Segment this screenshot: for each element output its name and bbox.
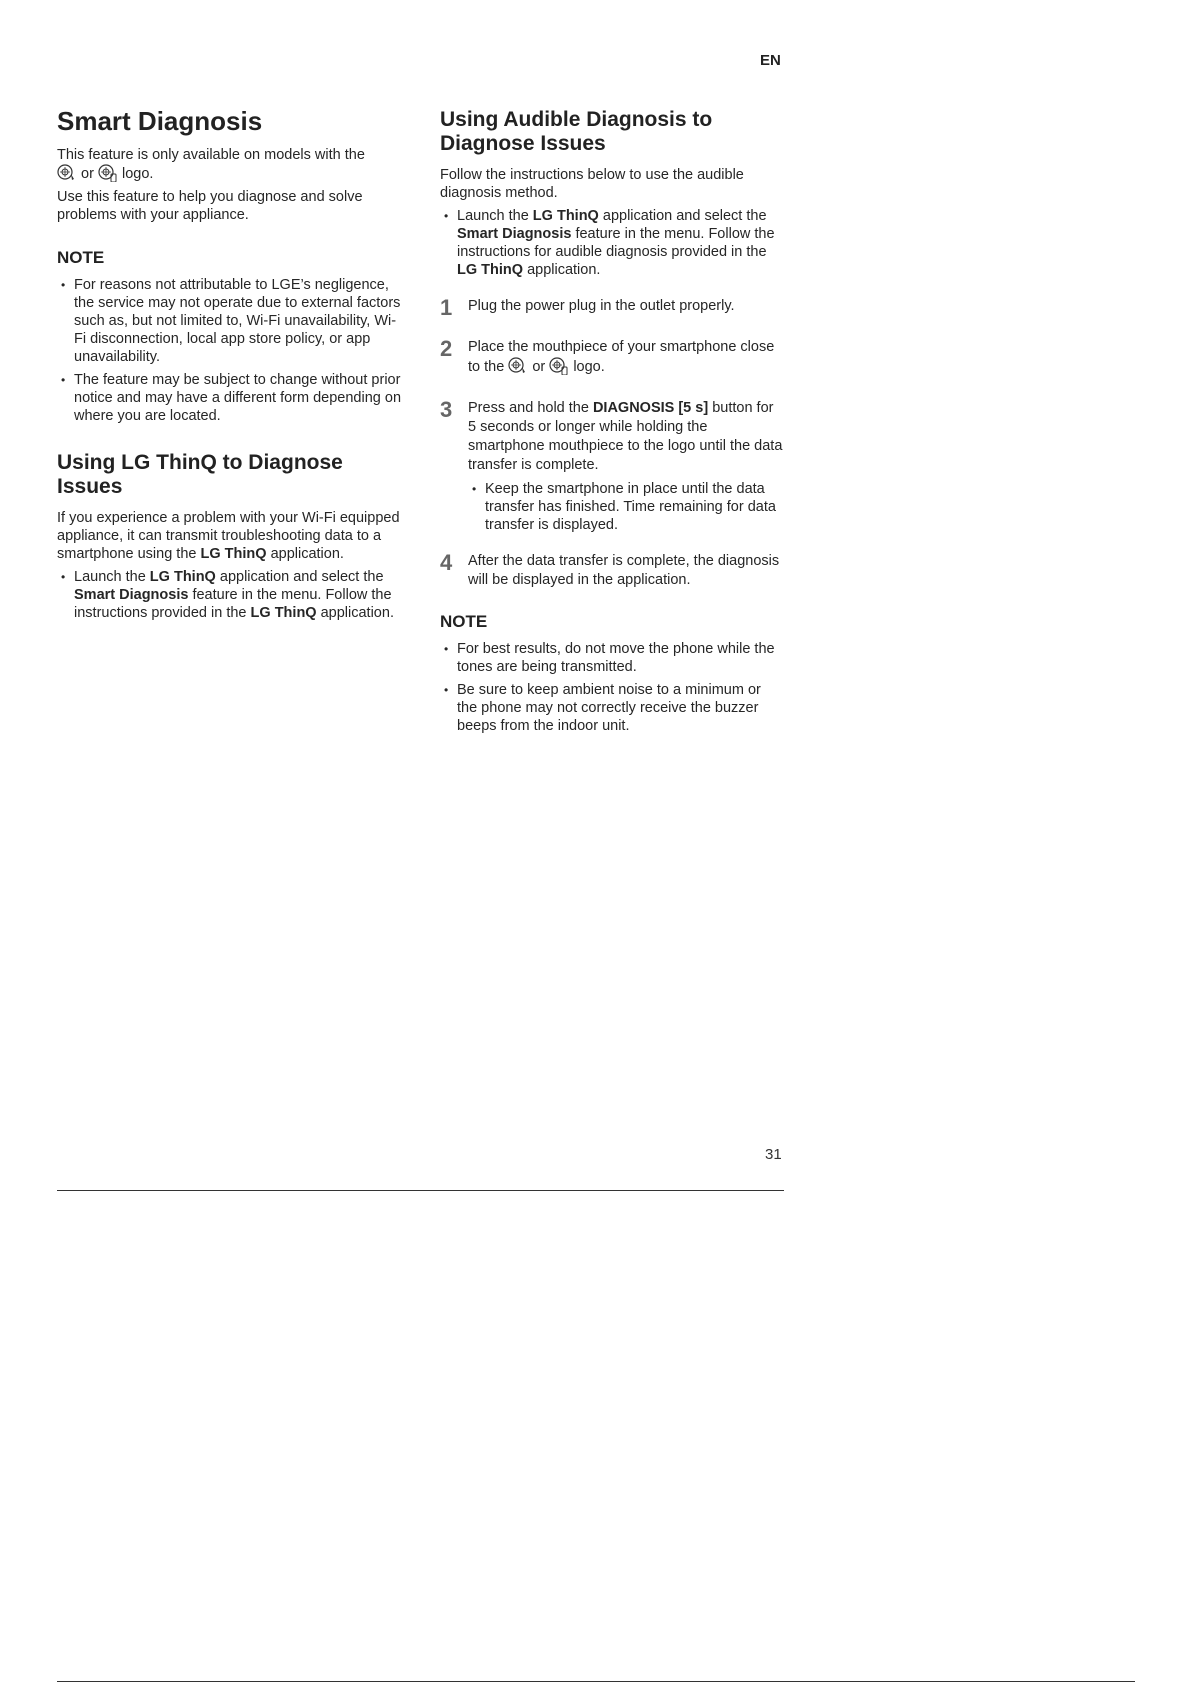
note-title: NOTE — [440, 612, 488, 631]
audible-section-title: Using Audible Diagnosis to Diagnose Issues — [440, 108, 713, 155]
availability-or: or — [81, 166, 94, 182]
thinq-intro-pre: If you experience a problem with your Wi-Fi equipped appliance, it can transmit troubleshooting data to a smartphone using the — [57, 510, 400, 562]
step-text-or: or — [532, 359, 546, 375]
smart-diagnosis-phone-logo-icon — [549, 357, 569, 375]
bullet-bold: LG ThinQ — [532, 208, 599, 224]
thinq-bullet-list — [57, 568, 402, 622]
bullet-bold: LG ThinQ — [250, 605, 317, 621]
bullet-text: application. — [527, 262, 601, 278]
left-column — [57, 106, 402, 627]
smart-diagnosis-phone-logo-icon — [98, 164, 118, 182]
step-number: 4 — [440, 550, 453, 575]
note-item: • Be sure to keep ambient noise to a minimum or the phone may not correctly receive the buzzer beeps from the indoor unit. — [440, 681, 785, 735]
audible-note-list — [440, 640, 785, 735]
bullet-bold: LG ThinQ — [149, 569, 216, 585]
language-label: EN — [760, 52, 781, 69]
bullet-text: Launch the — [74, 569, 146, 585]
bullet-text: Launch the — [457, 208, 529, 224]
audible-intro: Follow the instructions below to use the audible diagnosis method. — [440, 167, 744, 201]
page-divider — [57, 1190, 784, 1191]
smart-diagnosis-intro: Use this feature to help you diagnose and solve problems with your appliance. — [57, 189, 363, 223]
thinq-section-title: Using LG ThinQ to Diagnose Issues — [57, 451, 343, 498]
thinq-intro-post: application. — [270, 546, 344, 562]
availability-pre: This feature is only available on models with the — [57, 147, 365, 163]
page-number: 31 — [765, 1146, 782, 1163]
availability-post: logo. — [122, 166, 154, 182]
bullet-bold: Smart Diagnosis — [457, 226, 572, 242]
step-text-pre: Press and hold the — [468, 400, 589, 416]
bullet-text: feature in the menu. Follow the instructions provided in the — [74, 587, 392, 621]
audible-bullet — [440, 207, 785, 279]
note-item: • For best results, do not move the phone while the tones are being transmitted. — [440, 640, 785, 676]
step-text-pre: Place the mouthpiece of your smartphone close to the — [468, 339, 775, 375]
thinq-intro — [57, 509, 402, 563]
bullet-text: application and select the — [219, 569, 384, 585]
note-list — [57, 276, 402, 425]
bullet-text: application and select the — [602, 208, 767, 224]
smart-diagnosis-logo-icon — [508, 357, 528, 375]
note-item: • For reasons not attributable to LGE’s negligence, the service may not operate due to external factors such as, but not limited to, Wi-Fi unavailability, Wi-Fi disconnection, local app store policy, or app unavailability. — [57, 276, 402, 366]
step-number: 2 — [440, 336, 453, 361]
diagnosis-button-label: DIAGNOSIS [5 s] — [592, 400, 709, 416]
bullet-bold: LG ThinQ — [457, 262, 524, 278]
audible-bullet-list — [440, 207, 785, 279]
step-3 — [440, 399, 785, 534]
step-text — [468, 338, 785, 377]
thinq-bullet — [57, 568, 402, 622]
step-number: 1 — [440, 295, 453, 320]
bullet-bold: Smart Diagnosis — [74, 587, 189, 603]
step-text: Plug the power plug in the outlet properly. — [468, 298, 735, 314]
bullet-text: feature in the menu. Follow the instructions for audible diagnosis provided in the — [457, 226, 775, 260]
note-item: • The feature may be subject to change without prior notice and may have a different form depending on where you are located. — [57, 371, 402, 425]
smart-diagnosis-logo-icon — [57, 164, 77, 182]
step-1 — [440, 295, 785, 320]
step-text-post: logo. — [573, 359, 605, 375]
bullet-text: application. — [320, 605, 394, 621]
note-title: NOTE — [57, 248, 105, 267]
step-sub-list — [468, 480, 785, 534]
thinq-intro-bold: LG ThinQ — [200, 546, 267, 562]
availability-text — [57, 146, 402, 183]
step-text-post: button for 5 seconds or longer while holding the smartphone mouthpiece to the logo until the data transfer is complete. — [468, 400, 783, 473]
smart-diagnosis-title: Smart Diagnosis — [57, 106, 263, 136]
page-bottom-divider — [57, 1681, 1135, 1682]
step-2 — [440, 338, 785, 377]
step-4 — [440, 552, 785, 590]
step-sub-item: • Keep the smartphone in place until the data transfer has finished. Time remaining for data transfer is displayed. — [468, 480, 785, 534]
right-column — [440, 106, 785, 740]
step-number: 3 — [440, 397, 453, 422]
step-text — [468, 399, 785, 475]
step-text: After the data transfer is complete, the diagnosis will be displayed in the application. — [468, 553, 780, 588]
